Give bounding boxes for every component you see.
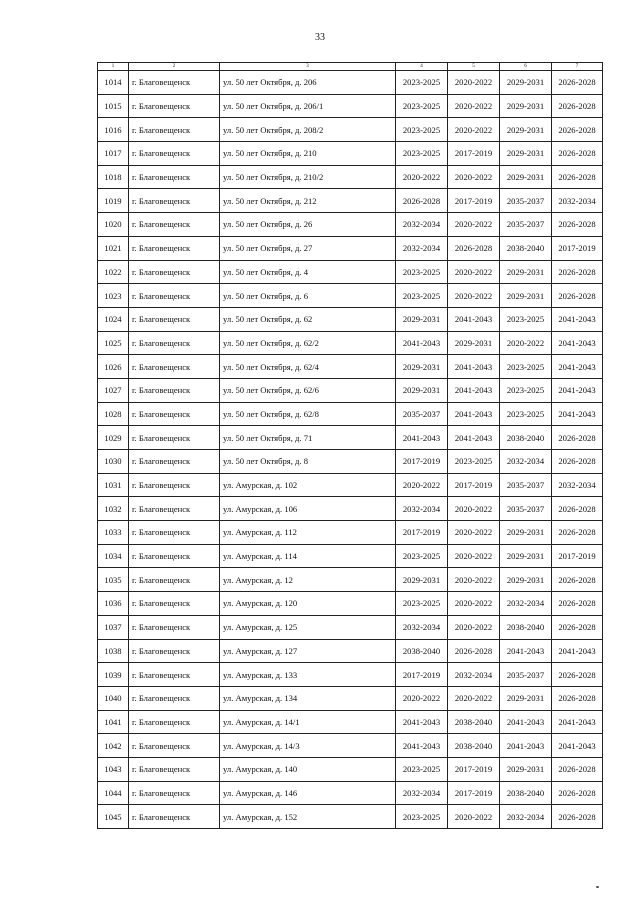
row-number-cell: 1035 [98,568,129,592]
period-col4-cell: 2023-2025 [396,544,448,568]
row-number-cell: 1037 [98,615,129,639]
period-col4-cell: 2017-2019 [396,450,448,474]
city-cell: г. Благовещенск [129,307,220,331]
row-number-cell: 1027 [98,378,129,402]
period-col4-cell: 2017-2019 [396,663,448,687]
city-cell: г. Благовещенск [129,402,220,426]
address-cell: ул. Амурская, д. 120 [220,592,396,616]
period-col5-cell: 2041-2043 [448,426,500,450]
period-col7-cell: 2041-2043 [552,378,603,402]
period-col6-cell: 2032-2034 [500,450,552,474]
row-number-cell: 1039 [98,663,129,687]
period-col7-cell: 2026-2028 [552,592,603,616]
period-col7-cell: 2026-2028 [552,568,603,592]
period-col4-cell: 2032-2034 [396,236,448,260]
period-col4-cell: 2041-2043 [396,734,448,758]
period-col7-cell: 2026-2028 [552,781,603,805]
row-number-cell: 1040 [98,686,129,710]
period-col4-cell: 2023-2025 [396,284,448,308]
period-col6-cell: 2029-2031 [500,544,552,568]
period-col6-cell: 2035-2037 [500,663,552,687]
period-col7-cell: 2041-2043 [552,734,603,758]
table-row [98,805,603,829]
period-col6-cell: 2032-2034 [500,805,552,829]
period-col4-cell: 2023-2025 [396,805,448,829]
period-col5-cell: 2020-2022 [448,686,500,710]
city-cell: г. Благовещенск [129,568,220,592]
period-col5-cell: 2026-2028 [448,639,500,663]
table-row [98,355,603,379]
table-row [98,378,603,402]
address-cell: ул. Амурская, д. 112 [220,521,396,545]
row-number-cell: 1015 [98,94,129,118]
row-number-cell: 1018 [98,165,129,189]
address-cell: ул. 50 лет Октября, д. 27 [220,236,396,260]
period-col6-cell: 2041-2043 [500,639,552,663]
period-col7-cell: 2026-2028 [552,213,603,237]
period-col6-cell: 2035-2037 [500,473,552,497]
period-col6-cell: 2029-2031 [500,165,552,189]
period-col7-cell: 2026-2028 [552,805,603,829]
row-number-cell: 1042 [98,734,129,758]
row-number-cell: 1031 [98,473,129,497]
city-cell: г. Благовещенск [129,757,220,781]
row-number-cell: 1043 [98,757,129,781]
city-cell: г. Благовещенск [129,165,220,189]
column-number-cell: 6 [500,63,552,71]
address-cell: ул. 50 лет Октября, д. 62 [220,307,396,331]
row-number-cell: 1019 [98,189,129,213]
scan-speck [596,886,599,888]
table-row [98,639,603,663]
table-row [98,71,603,95]
period-col6-cell: 2029-2031 [500,757,552,781]
city-cell: г. Благовещенск [129,378,220,402]
page-number: 33 [315,32,325,43]
period-col5-cell: 2020-2022 [448,497,500,521]
city-cell: г. Благовещенск [129,521,220,545]
table-row [98,734,603,758]
period-col7-cell: 2041-2043 [552,639,603,663]
table-row [98,521,603,545]
row-number-cell: 1045 [98,805,129,829]
period-col7-cell: 2032-2034 [552,473,603,497]
address-cell: ул. Амурская, д. 134 [220,686,396,710]
period-col6-cell: 2038-2040 [500,615,552,639]
period-col6-cell: 2023-2025 [500,378,552,402]
period-col4-cell: 2032-2034 [396,781,448,805]
period-col7-cell: 2041-2043 [552,331,603,355]
address-cell: ул. Амурская, д. 133 [220,663,396,687]
city-cell: г. Благовещенск [129,331,220,355]
period-col5-cell: 2032-2034 [448,663,500,687]
period-col4-cell: 2026-2028 [396,189,448,213]
table-row [98,213,603,237]
period-col6-cell: 2029-2031 [500,284,552,308]
period-col4-cell: 2020-2022 [396,686,448,710]
period-col4-cell: 2029-2031 [396,355,448,379]
period-col7-cell: 2026-2028 [552,497,603,521]
period-col4-cell: 2023-2025 [396,94,448,118]
row-number-cell: 1038 [98,639,129,663]
address-cell: ул. Амурская, д. 12 [220,568,396,592]
period-col4-cell: 2032-2034 [396,213,448,237]
city-cell: г. Благовещенск [129,355,220,379]
row-number-cell: 1020 [98,213,129,237]
period-col5-cell: 2020-2022 [448,521,500,545]
city-cell: г. Благовещенск [129,426,220,450]
period-col5-cell: 2020-2022 [448,165,500,189]
table-row [98,686,603,710]
period-col5-cell: 2038-2040 [448,710,500,734]
table-row [98,284,603,308]
city-cell: г. Благовещенск [129,592,220,616]
period-col5-cell: 2020-2022 [448,260,500,284]
period-col6-cell: 2029-2031 [500,568,552,592]
address-cell: ул. Амурская, д. 152 [220,805,396,829]
period-col5-cell: 2020-2022 [448,94,500,118]
period-col7-cell: 2026-2028 [552,118,603,142]
city-cell: г. Благовещенск [129,450,220,474]
table-row [98,781,603,805]
address-cell: ул. Амурская, д. 127 [220,639,396,663]
table-row [98,307,603,331]
city-cell: г. Благовещенск [129,94,220,118]
address-cell: ул. 50 лет Октября, д. 210 [220,142,396,166]
period-col4-cell: 2041-2043 [396,331,448,355]
period-col4-cell: 2029-2031 [396,378,448,402]
table-row [98,94,603,118]
address-cell: ул. 50 лет Октября, д. 62/2 [220,331,396,355]
period-col6-cell: 2035-2037 [500,189,552,213]
period-col6-cell: 2023-2025 [500,355,552,379]
period-col6-cell: 2029-2031 [500,260,552,284]
row-number-cell: 1014 [98,71,129,95]
row-number-cell: 1025 [98,331,129,355]
period-col6-cell: 2029-2031 [500,142,552,166]
row-number-cell: 1032 [98,497,129,521]
period-col6-cell: 2035-2037 [500,213,552,237]
table-row [98,331,603,355]
row-number-cell: 1021 [98,236,129,260]
city-cell: г. Благовещенск [129,189,220,213]
period-col7-cell: 2026-2028 [552,260,603,284]
period-col7-cell: 2032-2034 [552,189,603,213]
table-row [98,544,603,568]
period-col6-cell: 2041-2043 [500,734,552,758]
period-col6-cell: 2023-2025 [500,402,552,426]
period-col5-cell: 2020-2022 [448,118,500,142]
city-cell: г. Благовещенск [129,71,220,95]
table-row [98,165,603,189]
period-col7-cell: 2017-2019 [552,236,603,260]
table-row [98,426,603,450]
address-cell: ул. 50 лет Октября, д. 212 [220,189,396,213]
period-col4-cell: 2041-2043 [396,426,448,450]
period-col4-cell: 2023-2025 [396,71,448,95]
period-col5-cell: 2017-2019 [448,142,500,166]
period-col7-cell: 2026-2028 [552,71,603,95]
table-row [98,402,603,426]
period-col5-cell: 2041-2043 [448,307,500,331]
period-col5-cell: 2038-2040 [448,734,500,758]
period-col5-cell: 2020-2022 [448,615,500,639]
period-col6-cell: 2038-2040 [500,236,552,260]
city-cell: г. Благовещенск [129,615,220,639]
row-number-cell: 1026 [98,355,129,379]
row-number-cell: 1029 [98,426,129,450]
period-col7-cell: 2026-2028 [552,686,603,710]
table-row [98,236,603,260]
period-col5-cell: 2017-2019 [448,757,500,781]
period-col4-cell: 2020-2022 [396,165,448,189]
address-cell: ул. 50 лет Октября, д. 62/4 [220,355,396,379]
row-number-cell: 1034 [98,544,129,568]
table-row [98,260,603,284]
period-col5-cell: 2041-2043 [448,355,500,379]
city-cell: г. Благовещенск [129,497,220,521]
column-number-cell: 5 [448,63,500,71]
row-number-cell: 1033 [98,521,129,545]
period-col5-cell: 2020-2022 [448,544,500,568]
period-col7-cell: 2041-2043 [552,710,603,734]
address-cell: ул. Амурская, д. 140 [220,757,396,781]
period-col5-cell: 2026-2028 [448,236,500,260]
period-col4-cell: 2035-2037 [396,402,448,426]
period-col4-cell: 2029-2031 [396,307,448,331]
row-number-cell: 1044 [98,781,129,805]
period-col6-cell: 2029-2031 [500,686,552,710]
address-cell: ул. 50 лет Октября, д. 71 [220,426,396,450]
address-cell: ул. Амурская, д. 14/3 [220,734,396,758]
table-row [98,189,603,213]
city-cell: г. Благовещенск [129,236,220,260]
period-col4-cell: 2032-2034 [396,497,448,521]
period-col7-cell: 2026-2028 [552,450,603,474]
row-number-cell: 1016 [98,118,129,142]
address-cell: ул. Амурская, д. 146 [220,781,396,805]
table-row [98,757,603,781]
address-cell: ул. 50 лет Октября, д. 4 [220,260,396,284]
address-cell: ул. 50 лет Октября, д. 206 [220,71,396,95]
period-col5-cell: 2020-2022 [448,213,500,237]
column-number-cell: 1 [98,63,129,71]
period-col6-cell: 2029-2031 [500,71,552,95]
period-col5-cell: 2041-2043 [448,402,500,426]
table-row [98,450,603,474]
period-col4-cell: 2023-2025 [396,142,448,166]
period-col7-cell: 2041-2043 [552,355,603,379]
city-cell: г. Благовещенск [129,686,220,710]
period-col6-cell: 2038-2040 [500,426,552,450]
period-col7-cell: 2017-2019 [552,544,603,568]
row-number-cell: 1023 [98,284,129,308]
period-col5-cell: 2029-2031 [448,331,500,355]
address-cell: ул. Амурская, д. 102 [220,473,396,497]
period-col5-cell: 2041-2043 [448,378,500,402]
city-cell: г. Благовещенск [129,142,220,166]
period-col6-cell: 2035-2037 [500,497,552,521]
period-col7-cell: 2041-2043 [552,307,603,331]
housing-register-table [97,62,603,829]
period-col7-cell: 2026-2028 [552,757,603,781]
period-col7-cell: 2041-2043 [552,402,603,426]
address-cell: ул. 50 лет Октября, д. 62/8 [220,402,396,426]
period-col4-cell: 2023-2025 [396,118,448,142]
city-cell: г. Благовещенск [129,544,220,568]
address-cell: ул. 50 лет Октября, д. 26 [220,213,396,237]
address-cell: ул. 50 лет Октября, д. 206/1 [220,94,396,118]
column-number-cell: 7 [552,63,603,71]
address-cell: ул. 50 лет Октября, д. 210/2 [220,165,396,189]
period-col6-cell: 2041-2043 [500,710,552,734]
city-cell: г. Благовещенск [129,213,220,237]
period-col6-cell: 2032-2034 [500,592,552,616]
table-row [98,497,603,521]
period-col5-cell: 2020-2022 [448,805,500,829]
table-row [98,710,603,734]
period-col6-cell: 2038-2040 [500,781,552,805]
column-number-cell: 2 [129,63,220,71]
period-col5-cell: 2020-2022 [448,568,500,592]
address-cell: ул. 50 лет Октября, д. 6 [220,284,396,308]
table-row [98,118,603,142]
period-col4-cell: 2029-2031 [396,568,448,592]
table-row [98,663,603,687]
row-number-cell: 1017 [98,142,129,166]
period-col7-cell: 2026-2028 [552,521,603,545]
table-row [98,473,603,497]
period-col5-cell: 2017-2019 [448,473,500,497]
table-row [98,615,603,639]
city-cell: г. Благовещенск [129,284,220,308]
row-number-cell: 1024 [98,307,129,331]
period-col4-cell: 2023-2025 [396,757,448,781]
period-col4-cell: 2038-2040 [396,639,448,663]
address-cell: ул. 50 лет Октября, д. 8 [220,450,396,474]
address-cell: ул. Амурская, д. 114 [220,544,396,568]
period-col5-cell: 2020-2022 [448,284,500,308]
period-col6-cell: 2020-2022 [500,331,552,355]
period-col5-cell: 2020-2022 [448,71,500,95]
period-col6-cell: 2029-2031 [500,118,552,142]
period-col5-cell: 2017-2019 [448,781,500,805]
table-row [98,568,603,592]
period-col7-cell: 2026-2028 [552,94,603,118]
period-col6-cell: 2029-2031 [500,94,552,118]
period-col7-cell: 2026-2028 [552,663,603,687]
period-col5-cell: 2023-2025 [448,450,500,474]
city-cell: г. Благовещенск [129,805,220,829]
address-cell: ул. 50 лет Октября, д. 208/2 [220,118,396,142]
city-cell: г. Благовещенск [129,663,220,687]
period-col5-cell: 2020-2022 [448,592,500,616]
row-number-cell: 1028 [98,402,129,426]
city-cell: г. Благовещенск [129,260,220,284]
period-col4-cell: 2041-2043 [396,710,448,734]
city-cell: г. Благовещенск [129,639,220,663]
column-number-row [98,63,603,71]
period-col7-cell: 2026-2028 [552,615,603,639]
column-number-cell: 4 [396,63,448,71]
period-col7-cell: 2026-2028 [552,426,603,450]
period-col4-cell: 2032-2034 [396,615,448,639]
city-cell: г. Благовещенск [129,710,220,734]
row-number-cell: 1036 [98,592,129,616]
address-cell: ул. 50 лет Октября, д. 62/6 [220,378,396,402]
period-col7-cell: 2026-2028 [552,165,603,189]
period-col7-cell: 2026-2028 [552,142,603,166]
row-number-cell: 1022 [98,260,129,284]
period-col7-cell: 2026-2028 [552,284,603,308]
row-number-cell: 1041 [98,710,129,734]
address-cell: ул. Амурская, д. 14/1 [220,710,396,734]
address-cell: ул. Амурская, д. 125 [220,615,396,639]
period-col6-cell: 2029-2031 [500,521,552,545]
row-number-cell: 1030 [98,450,129,474]
period-col6-cell: 2023-2025 [500,307,552,331]
address-cell: ул. Амурская, д. 106 [220,497,396,521]
period-col5-cell: 2017-2019 [448,189,500,213]
period-col4-cell: 2017-2019 [396,521,448,545]
period-col4-cell: 2023-2025 [396,260,448,284]
column-number-cell: 3 [220,63,396,71]
period-col4-cell: 2020-2022 [396,473,448,497]
city-cell: г. Благовещенск [129,734,220,758]
city-cell: г. Благовещенск [129,473,220,497]
city-cell: г. Благовещенск [129,781,220,805]
table-row [98,592,603,616]
period-col4-cell: 2023-2025 [396,592,448,616]
table-row [98,142,603,166]
city-cell: г. Благовещенск [129,118,220,142]
